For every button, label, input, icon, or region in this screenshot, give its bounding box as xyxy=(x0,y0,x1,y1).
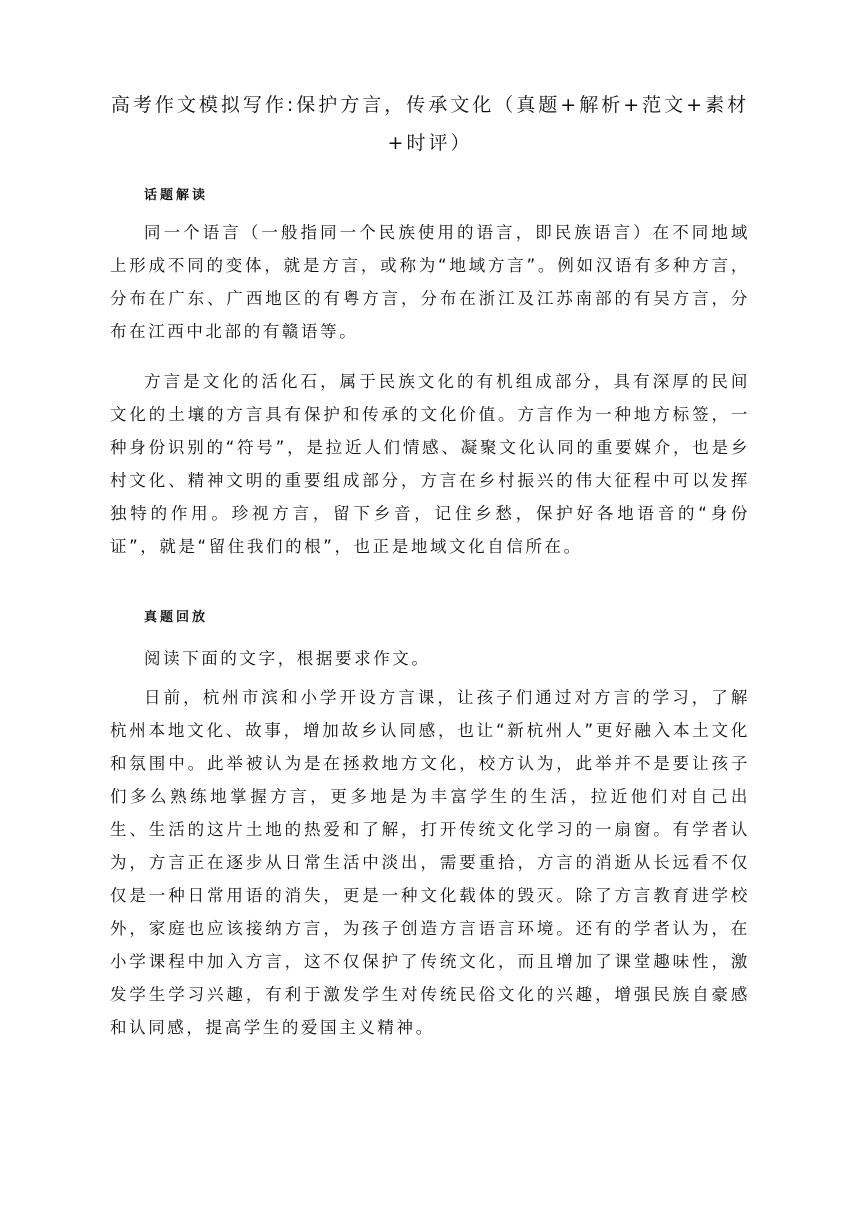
page-title: 高考作文模拟写作:保护方言，传承文化（真题+解析+范文+素材+时评） xyxy=(110,94,750,154)
paragraph: 阅读下面的文字，根据要求作文。 xyxy=(144,649,431,668)
paragraph: 方言是文化的活化石，属于民族文化的有机组成部分，具有深厚的民间文化的土壤的方言具有保护和传承的文化价值。方言作为一种地方标签，一种身份识别的“符号”，是拉近人们情感、凝聚文化认同的重要媒介，也是乡村文化、精神文明的重要组成部分，方言在乡村振兴的伟大征程中可以发挥独特的作用。珍视方言，留下乡音，记住乡愁，保护好各地语音的“身份证”，就是“留住我们的根”，也正是地域文化自信所在。 xyxy=(110,372,750,556)
paragraph: 日前，杭州市滨和小学开设方言课，让孩子们通过对方言的学习，了解杭州本地文化、故事，增加故乡认同感，也让“新杭州人”更好融入本土文化和氛围中。此举被认为是在拯救地方文化，校方认为，此举并不是要让孩子们多么熟练地掌握方言，更多地是为丰富学生的生活，拉近他们对自己出生、生活的这片土地的热爱和了解，打开传统文化学习的一扇窗。有学者认为，方言正在逐步从日常生活中淡出，需要重拾，方言的消逝从长远看不仅仅是一种日常用语的消失，更是一种文化载体的毁灭。除了方言教育进学校外，家庭也应该接纳方言，为孩子创造方言语言环境。还有的学者认为，在小学课程中加入方言，这不仅保护了传统文化，而且增加了课堂趣味性，激发学生学习兴趣，有利于激发学生对传统民俗文化的兴趣，增强民族自豪感和认同感，提高学生的爱国主义精神。 xyxy=(110,688,750,1037)
paragraph: 同一个语言（一般指同一个民族使用的语言，即民族语言）在不同地域上形成不同的变体，就是方言，或称为“地域方言”。例如汉语有多种方言，分布在广东、广西地区的有粤方言，分布在浙江及江苏南部的有吴方言，分布在江西中北部的有赣语等。 xyxy=(110,223,750,341)
section-heading-exam-review: 真题回放 xyxy=(144,610,209,625)
section-heading-topic-interpretation: 话题解读 xyxy=(144,188,209,203)
